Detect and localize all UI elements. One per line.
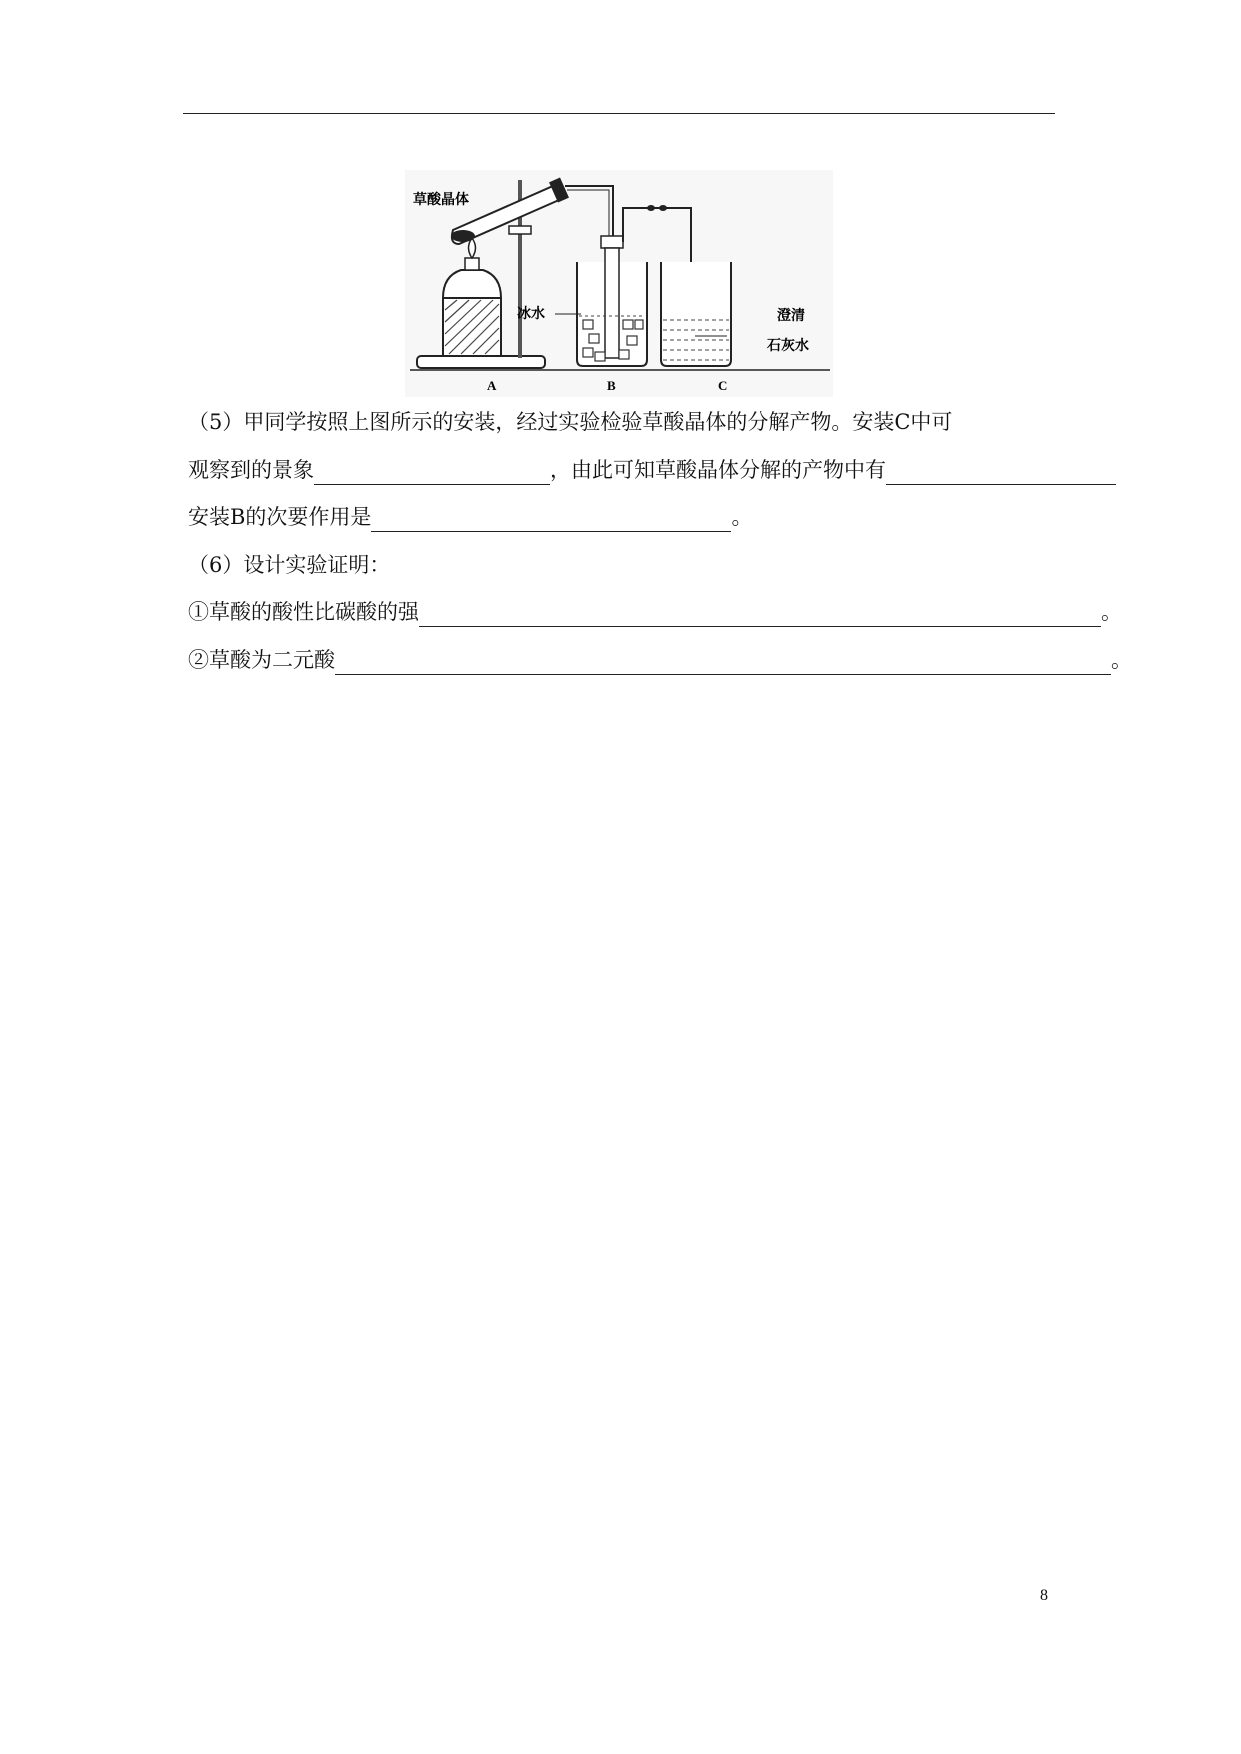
answer-blank-acidity[interactable]: [419, 602, 1101, 627]
label-a: A: [487, 378, 497, 393]
label-crystal: 草酸晶体: [413, 192, 469, 208]
q5-text-3b: 。: [731, 505, 753, 529]
label-b: B: [607, 378, 616, 393]
q5-line2: [188, 455, 1116, 485]
label-limewater-1: 澄清: [777, 308, 805, 324]
q6-item1-end: 。: [1101, 600, 1122, 624]
answer-blank-observation[interactable]: [314, 460, 550, 485]
answer-blank-diacid[interactable]: [335, 650, 1111, 675]
q5-text-2a: 观察到的景象: [188, 458, 314, 482]
label-limewater-2: 石灰水: [767, 338, 809, 354]
label-ice-water: 冰水: [517, 306, 545, 322]
answer-blank-b-function[interactable]: [371, 507, 731, 532]
q5-text-2b: ，由此可知草酸晶体分解的产物中有: [550, 458, 886, 482]
q5-line3: [188, 502, 752, 532]
q5-line1: [188, 407, 952, 437]
q6-title-line: [188, 550, 390, 580]
q6-item2-line: [188, 645, 1132, 675]
q6-item2: ②草酸为二元酸: [188, 648, 335, 672]
q6-title: （6）设计实验证明：: [188, 553, 391, 577]
q6-item1: ①草酸的酸性比碳酸的强: [188, 600, 419, 624]
q5-text-1: （5）甲同学按照上图所示的安装，经过实验检验草酸晶体的分解产物。安装C中可: [188, 410, 953, 434]
apparatus-diagram: [405, 170, 833, 397]
apparatus-figure: [405, 170, 833, 397]
page-number: 8: [1040, 1587, 1048, 1604]
answer-blank-products[interactable]: [886, 460, 1116, 485]
q6-item1-line: [188, 597, 1122, 627]
header-rule: [183, 113, 1055, 114]
q5-text-3a: 安装B的次要作用是: [188, 505, 372, 529]
q6-item2-end: 。: [1111, 648, 1132, 672]
beaker-c: [661, 262, 731, 366]
label-c: C: [718, 378, 728, 393]
